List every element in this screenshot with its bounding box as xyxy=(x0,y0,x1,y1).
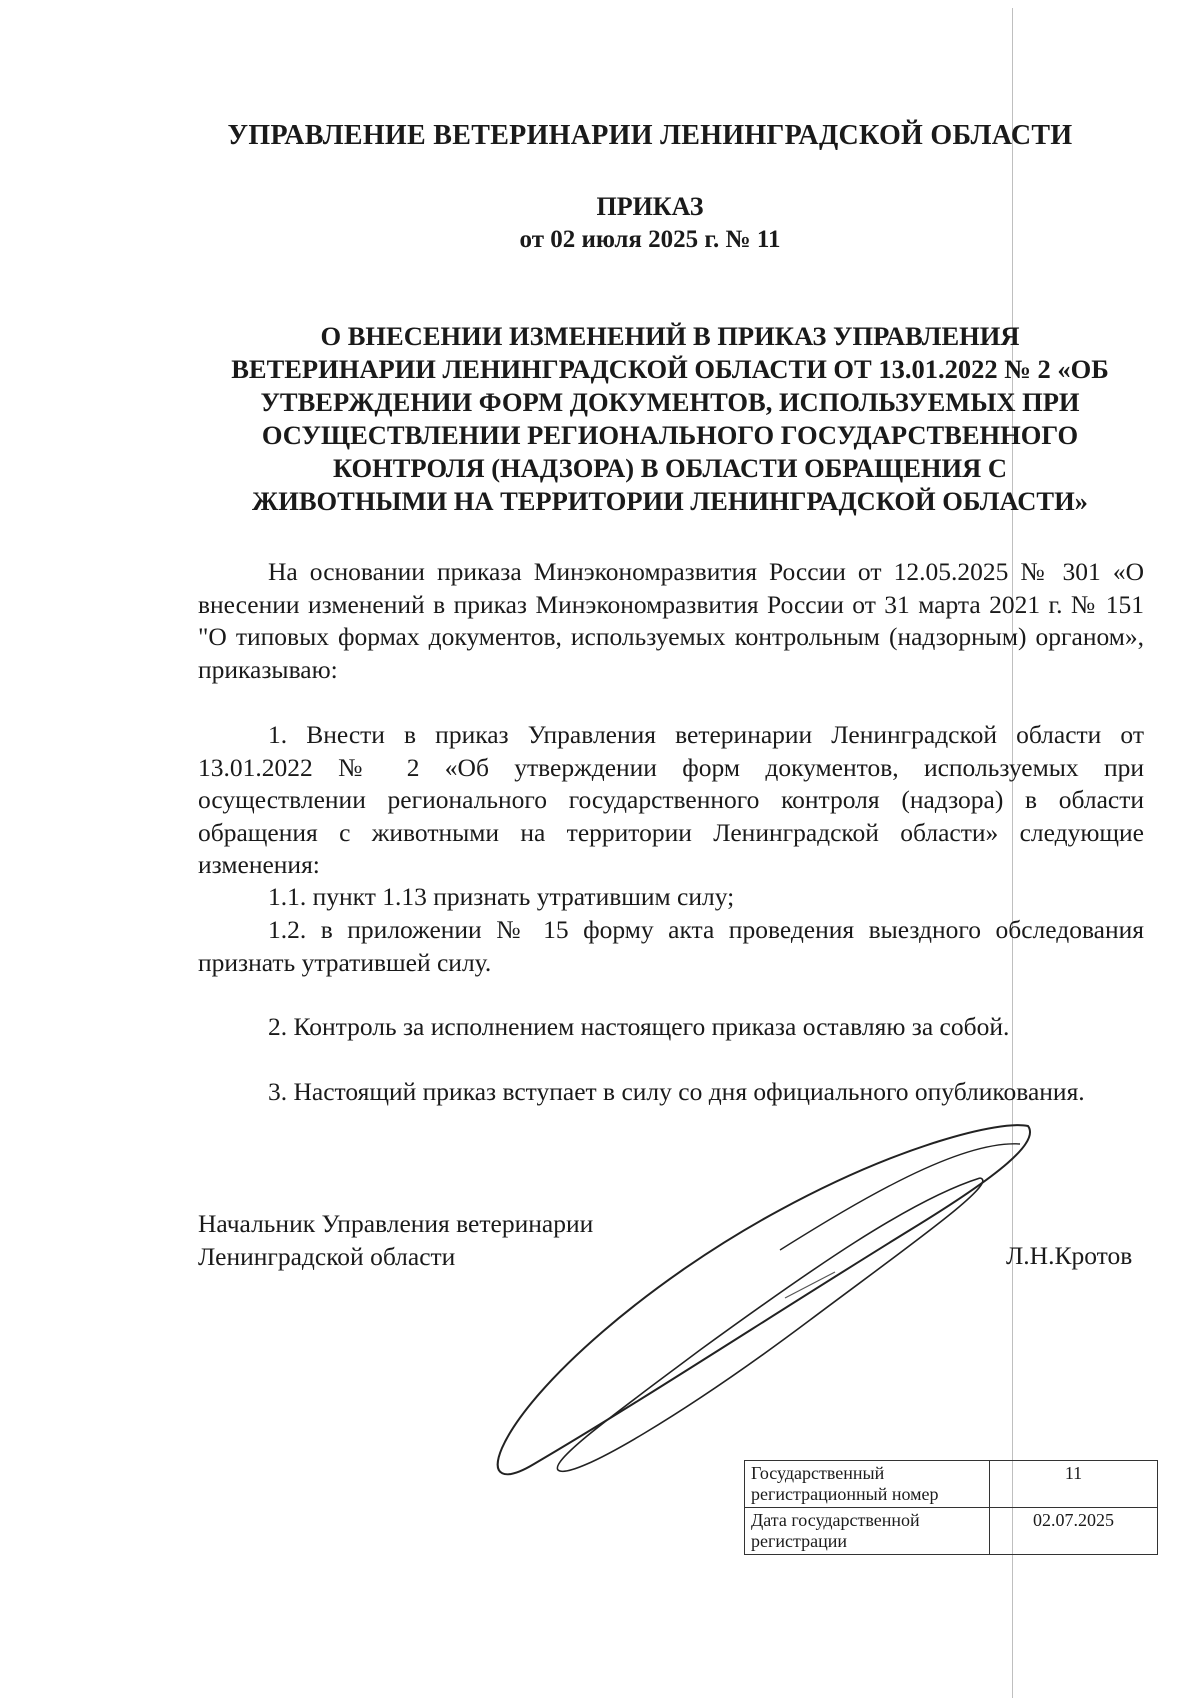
registration-table xyxy=(744,1460,1158,1555)
signatory-position-line: Начальник Управления ветеринарии xyxy=(198,1209,594,1238)
item-3-paragraph: 3. Настоящий приказ вступает в силу со дня официального опубликования. xyxy=(268,1077,1085,1106)
item-1-paragraph: 1. Внести в приказ Управления ветеринарии Ленинградской области от 13.01.2022 № 2 «Об утверждении форм документов, используемых при осуществлении регионального государственного контроля (надзора) в области обращения с животными на территории Ленинградской области» следующие изменения: xyxy=(198,720,1144,879)
item-1-2-paragraph: 1.2. в приложении № 15 форму акта проведения выездного обследования признать утратившей силу. xyxy=(198,915,1144,977)
subject-line: ОСУЩЕСТВЛЕНИИ РЕГИОНАЛЬНОГО ГОСУДАРСТВЕННОГО xyxy=(261,420,1079,450)
subject-line: ВЕТЕРИНАРИИ ЛЕНИНГРАДСКОЙ ОБЛАСТИ ОТ 13.01.2022 № 2 «ОБ xyxy=(231,354,1109,384)
subject-line: УТВЕРЖДЕНИИ ФОРМ ДОКУМЕНТОВ, ИСПОЛЬЗУЕМЫХ ПРИ xyxy=(260,387,1080,417)
signatory-position-line: Ленинградской области xyxy=(198,1241,456,1271)
subject-line: ЖИВОТНЫМИ НА ТЕРРИТОРИИ ЛЕНИНГРАДСКОЙ ОБЛАСТИ» xyxy=(252,486,1088,516)
signatory-name: Л.Н.Кротов xyxy=(1006,1241,1133,1270)
registration-number-label: Государственный регистрационный номер xyxy=(745,1461,990,1508)
item-2-paragraph: 2. Контроль за исполнением настоящего приказа оставляю за собой. xyxy=(268,1012,1010,1041)
handwritten-signature xyxy=(480,1120,1060,1500)
registration-date-label: Дата государственной регистрации xyxy=(745,1508,990,1555)
document-type: ПРИКАЗ xyxy=(596,192,704,221)
document-date-number: от 02 июля 2025 г. № 11 xyxy=(519,226,781,253)
registration-date-value: 02.07.2025 xyxy=(990,1508,1158,1555)
document-subject xyxy=(196,320,1144,518)
subject-line: КОНТРОЛЯ (НАДЗОРА) В ОБЛАСТИ ОБРАЩЕНИЯ С xyxy=(332,453,1008,483)
preamble-paragraph: На основании приказа Минэкономразвития России от 12.05.2025 № 301 «О внесении изменений в приказ Минэкономразвития России от 31 марта 2021 г. № 151 "О типовых формах документов, используемых контрольным (надзорным) органом», приказываю: xyxy=(198,557,1144,684)
registration-row-number xyxy=(745,1461,1158,1508)
subject-line: О ВНЕСЕНИИ ИЗМЕНЕНИЙ В ПРИКАЗ УПРАВЛЕНИЯ xyxy=(320,321,1020,351)
registration-row-date xyxy=(745,1508,1158,1555)
organization-name: УПРАВЛЕНИЕ ВЕТЕРИНАРИИ ЛЕНИНГРАДСКОЙ ОБЛАСТИ xyxy=(227,120,1073,151)
item-1-1-paragraph: 1.1. пункт 1.13 признать утратившим силу; xyxy=(268,882,735,911)
registration-number-value: 11 xyxy=(990,1461,1158,1508)
